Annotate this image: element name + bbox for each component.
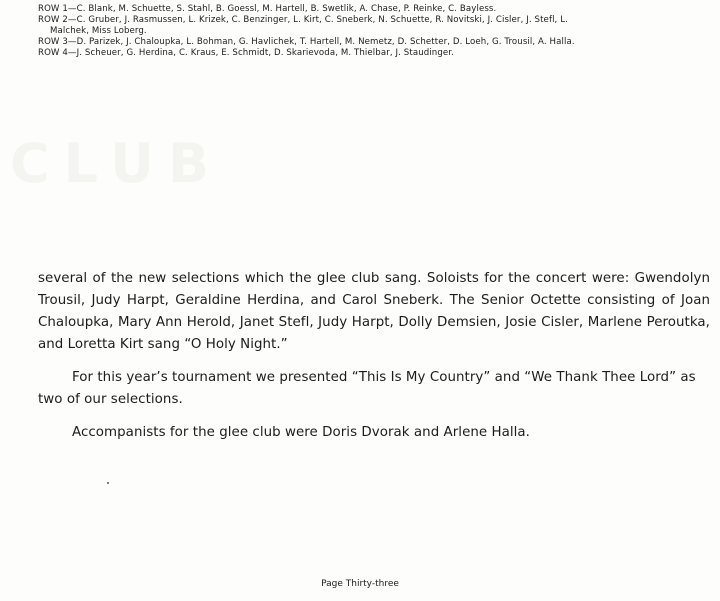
paragraph-concert: several of the new selections which the glee club sang. Soloists for the concert were: Gwendolyn Trousil, Judy Harpt, Geraldine Herdina, and Carol Sneberk. The Senior Octette consisting of Joan Chaloupka, Mary Ann Herold, Janet Stefl, Judy Harpt, Dolly Demsien, Josie Cisler, Marlene Peroutka, and Loretta Kirt sang “O Holy Night.”: [38, 271, 710, 352]
paragraph-tournament: For this year’s tournament we presented “This Is My Country” and “We Thank Thee Lord” as two of our selections.: [38, 370, 696, 407]
caption-row-3: ROW 3—D. Parizek, J. Chaloupka, L. Bohman, G. Havlichek, T. Hartell, M. Nemetz, D. Schetter, D. Loeh, G. Trousil, A. Halla.: [38, 37, 575, 47]
caption-row-2-continued: Malchek, Miss Loberg.: [50, 26, 147, 36]
caption-row-4: ROW 4—J. Scheuer, G. Herdina, C. Kraus, E. Schmidt, D. Skarievoda, M. Thielbar, J. Staudinger.: [38, 48, 454, 58]
photo-caption: [38, 4, 714, 59]
caption-row-2: ROW 2—C. Gruber, J. Rasmussen, L. Krizek, C. Benzinger, L. Kirt, C. Sneberk, N. Schuette, R. Novitski, J. Cisler, J. Stefl, L.: [38, 15, 568, 25]
page-number: Page Thirty-three: [321, 579, 399, 589]
caption-row-1: ROW 1—C. Blank, M. Schuette, S. Stahl, B. Goessl, M. Hartell, B. Swetlik, A. Chase, P. Reinke, C. Bayless.: [38, 4, 497, 14]
paper-speck: [107, 482, 109, 484]
paragraph-accompanists: Accompanists for the glee club were Doris Dvorak and Arlene Halla.: [72, 425, 530, 440]
faded-heading: CLUB: [10, 132, 224, 195]
article-body: [38, 268, 710, 455]
